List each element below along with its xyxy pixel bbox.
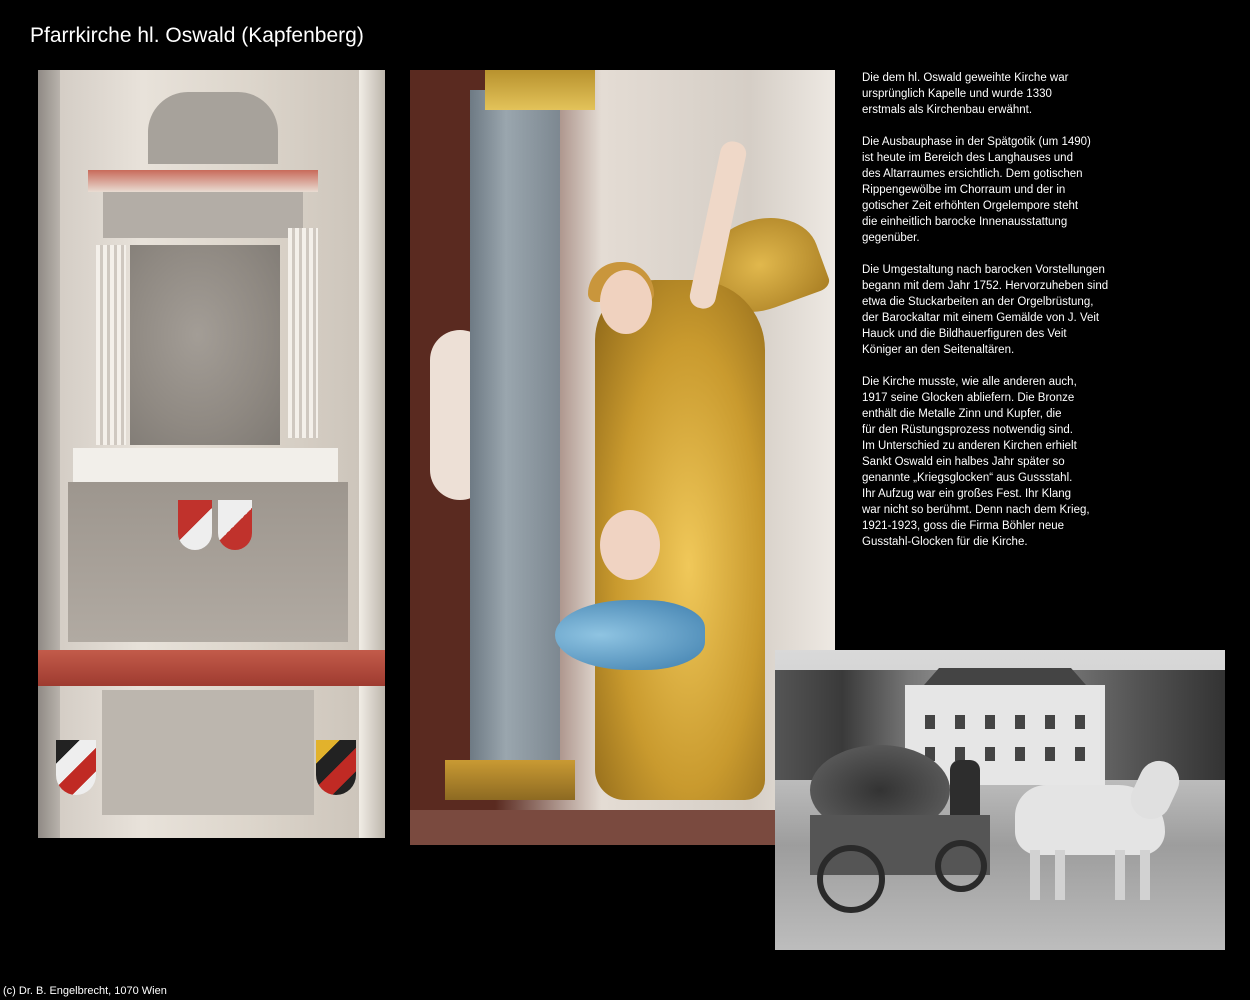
altar-plinth (410, 810, 835, 845)
fish-sculpture (555, 600, 705, 670)
epitaph-top-inscription (103, 192, 303, 238)
description-paragraph-2: Die Ausbauphase in der Spätgotik (um 1490) ist heute im Bereich des Langhauses und des Altarraumes ersichtlich. Dem gotischen Rippengewölbe im Chorraum und der in gotischer Zeit erhöhten Orgelempore steht die einheitlich barocke Innenausstattung gegenüber. (862, 136, 1091, 244)
window (955, 747, 965, 761)
horse-leg (1115, 850, 1125, 900)
marble-column (470, 90, 560, 790)
copyright-notice: (c) Dr. B. Engelbrecht, 1070 Wien (3, 985, 167, 997)
coachman (950, 760, 980, 815)
wall-pillar-right (359, 70, 385, 838)
description-text (862, 70, 1130, 566)
page-title: Pfarrkirche hl. Oswald (Kapfenberg) (30, 24, 364, 47)
coat-of-arms-right (218, 500, 252, 550)
column-base (445, 760, 575, 800)
carriage-photo (775, 650, 1225, 950)
cart-wheel-rear (817, 845, 885, 913)
description-paragraph-1: Die dem hl. Oswald geweihte Kirche war ursprünglich Kapelle und wurde 1330 erstmals als Kirchenbau erwähnt. (862, 72, 1069, 116)
column-capital (485, 70, 595, 110)
inscription-plaque (102, 690, 314, 815)
horse-leg (1030, 850, 1040, 900)
epitaph-column-right (288, 228, 318, 438)
window (1015, 747, 1025, 761)
cart-wheel-front (935, 840, 987, 892)
heraldic-shield-right (316, 740, 356, 795)
putto-head (600, 510, 660, 580)
red-marble-band (38, 650, 385, 686)
epitaph-base (73, 448, 338, 482)
heraldic-shield-left (56, 740, 96, 795)
window (1075, 715, 1085, 729)
epitaph-cornice (88, 170, 318, 192)
description-paragraph-3: Die Umgestaltung nach barocken Vorstellungen begann mit dem Jahr 1752. Hervorzuheben sind etwa die Stuckarbeiten an der Orgelbrüstung, der Barockaltar mit einem Gemälde von J. Veit Hauck und die Bildhauerfiguren des Veit Königer an den Seitenaltären. (862, 264, 1109, 356)
description-paragraph-4: Die Kirche musste, wie alle anderen auch, 1917 seine Glocken abliefern. Die Bronze enthält die Metalle Zinn und Kupfer, die für den Rüstungsprozess notwendig sind. Im Unterschied zu anderen Kirchen erhielt Sankt Oswald ein halbes Jahr später so genannte „Kriegsglocken“ aus Gussstahl. Ihr Aufzug war ein großes Fest. Ihr Klang war nicht so berühmt. Denn nach dem Krieg, 1921-1923, goss die Firma Böhler neue Gusstahl-Glocken für die Kirche. (862, 376, 1090, 548)
epitaph-pediment (148, 92, 278, 164)
angel-photo (410, 70, 835, 845)
window (985, 715, 995, 729)
epitaph-column-left (96, 245, 126, 445)
window (985, 747, 995, 761)
horse-leg (1055, 850, 1065, 900)
window (1015, 715, 1025, 729)
window (1075, 747, 1085, 761)
wall-pillar-left (38, 70, 60, 838)
window (1045, 747, 1055, 761)
angel-head (600, 270, 652, 334)
window (955, 715, 965, 729)
window (1045, 715, 1055, 729)
window (925, 715, 935, 729)
horse-leg (1140, 850, 1150, 900)
epitaph-photo (38, 70, 385, 838)
coat-of-arms-left (178, 500, 212, 550)
resurrection-relief (130, 245, 280, 445)
